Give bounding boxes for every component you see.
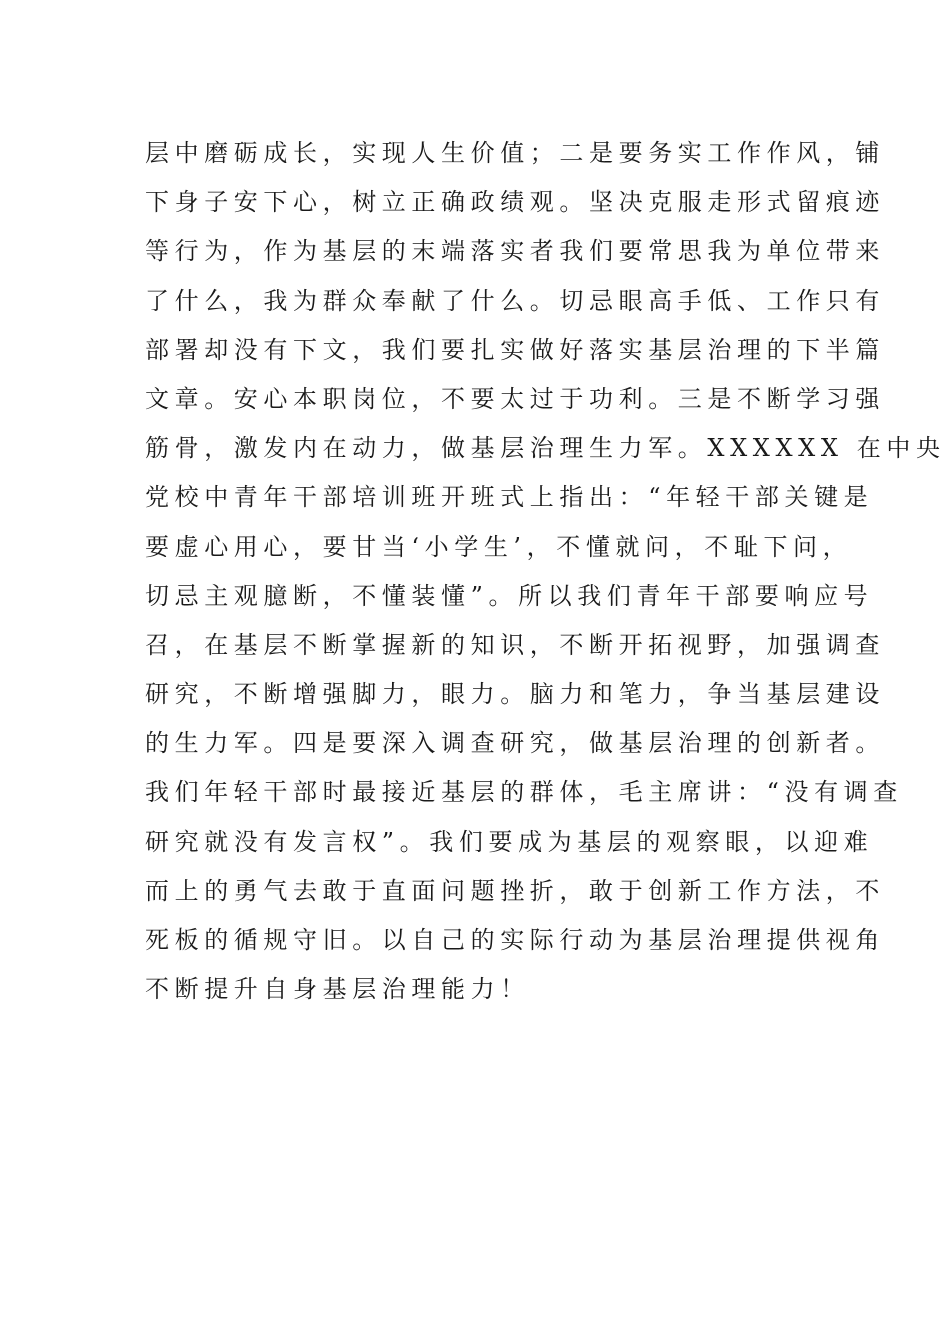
text-line: 的生力军。四是要深入调查研究，做基层治理的创新者。 [145, 729, 885, 758]
text-line: 要虚心用心，要甘当‘小学生’，不懂就问，不耻下问， [145, 532, 853, 561]
text-line: 党校中青年干部培训班开班式上指出：“年轻干部关键是 [145, 483, 874, 512]
text-line: 死板的循规守旧。以自己的实际行动为基层治理提供视角 [145, 926, 885, 954]
text-line: 我们年轻干部时最接近基层的群体，毛主席讲：“没有调查 [145, 778, 903, 807]
text-line: 而上的勇气去敢于直面问题挫折，敢于创新工作方法，不 [145, 876, 885, 905]
text-line: 筋骨，激发内在动力，做基层治理生力军。XXXXXX 在中央 [145, 434, 946, 463]
body-text [145, 129, 946, 1014]
text-line: 部署却没有下文，我们要扎实做好落实基层治理的下半篇 [145, 335, 885, 364]
text-line: 层中磨砺成长，实现人生价值；二是要务实工作作风，铺 [145, 139, 885, 167]
text-line: 不断提升自身基层治理能力！ [145, 975, 530, 1004]
text-line: 下身子安下心，树立正确政绩观。坚决克服走形式留痕迹 [145, 188, 885, 217]
text-line: 文章。安心本职岗位，不要太过于功利。三是不断学习强 [145, 384, 885, 413]
text-line: 召，在基层不断掌握新的知识，不断开拓视野，加强调查 [145, 630, 885, 659]
text-line: 研究就没有发言权”。我们要成为基层的观察眼，以迎难 [145, 827, 874, 856]
text-line: 了什么，我为群众奉献了什么。切忌眼高手低、工作只有 [145, 286, 885, 315]
text-line: 等行为，作为基层的末端落实者我们要常思我为单位带来 [145, 237, 885, 266]
text-line: 切忌主观臆断，不懂装懂”。所以我们青年干部要响应号 [145, 581, 874, 610]
text-line: 研究，不断增强脚力，眼力。脑力和笔力，争当基层建设 [145, 680, 885, 709]
